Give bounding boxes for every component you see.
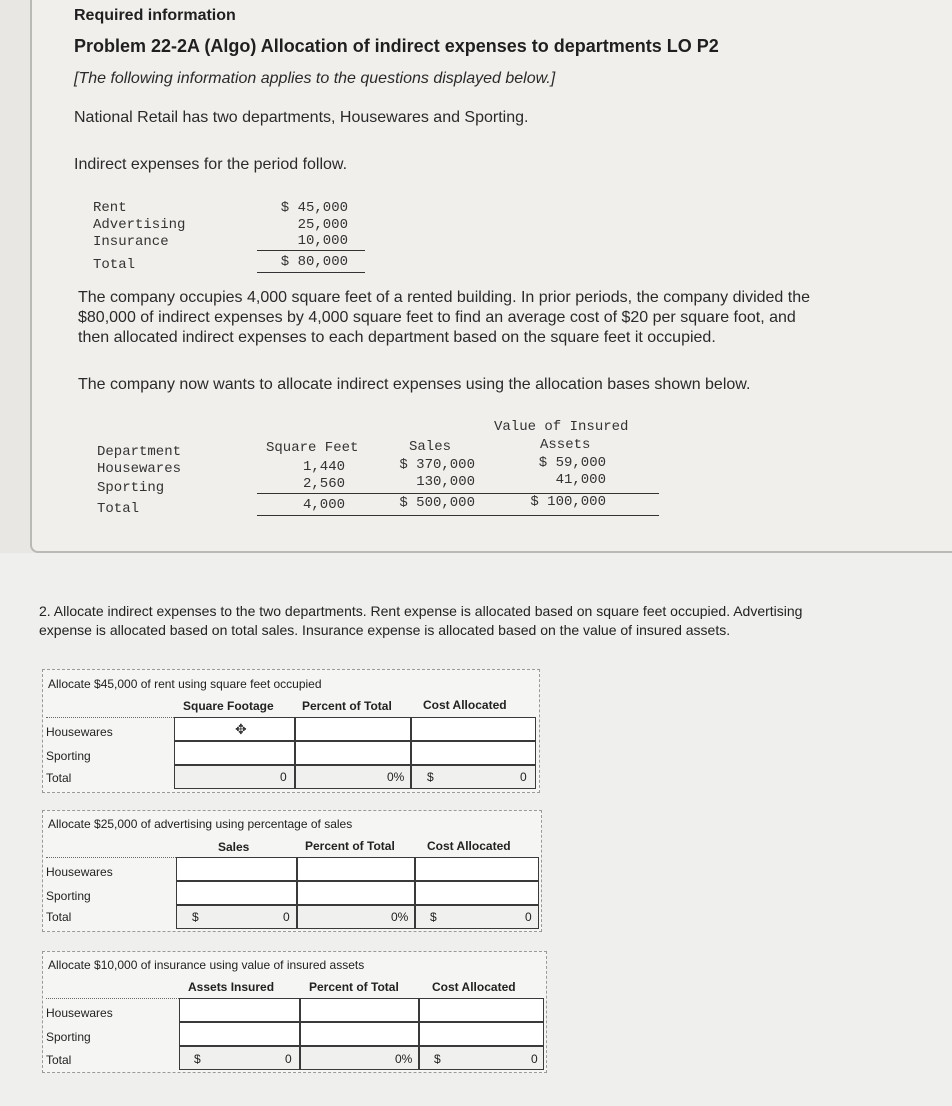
sales-input-sporting[interactable]	[176, 881, 297, 905]
cost-input-sporting[interactable]	[419, 1022, 544, 1046]
row-label-housewares: Housewares	[46, 865, 113, 879]
insurance-table-title: Allocate $10,000 of insurance using value of insured assets	[48, 958, 365, 972]
percent-input-sporting[interactable]	[300, 1022, 419, 1046]
expense-value: $ 80,000	[280, 254, 348, 270]
problem-title: Problem 22-2A (Algo) Allocation of indirect expenses to departments LO P2	[74, 36, 719, 56]
cost-input-housewares[interactable]	[419, 998, 544, 1022]
value-insured: $ 100,000	[530, 494, 606, 510]
percent-input-housewares[interactable]	[297, 857, 415, 881]
sales-value: $ 370,000	[399, 457, 475, 473]
col-header-value-2: Assets	[540, 437, 591, 453]
col-header-department: Department	[97, 444, 182, 460]
cost-input-sporting[interactable]	[415, 881, 539, 905]
col-percent-of-total: Percent of Total	[309, 980, 399, 994]
percent-input-housewares[interactable]	[300, 998, 419, 1022]
value-insured: $ 59,000	[538, 455, 606, 471]
row-dept: Housewares	[97, 461, 182, 477]
advertising-allocation-table	[42, 810, 542, 932]
cost-input-housewares[interactable]	[415, 857, 539, 881]
paragraph-line: $80,000 of indirect expenses by 4,000 square feet to find an average cost of $20 per square foot, and	[78, 309, 796, 326]
row-label-sporting: Sporting	[46, 889, 91, 903]
cost-input-housewares[interactable]	[411, 717, 536, 741]
divider	[46, 857, 176, 858]
question-line: expense is allocated based on total sales. Insurance expense is allocated based on the value of insured assets.	[39, 622, 731, 638]
subtotal-rule	[257, 250, 365, 251]
expense-value: 10,000	[297, 233, 348, 249]
col-percent-of-total: Percent of Total	[302, 699, 392, 713]
row-label-housewares: Housewares	[46, 725, 113, 739]
required-information-heading: Required information	[74, 7, 236, 24]
row-label-total: Total	[46, 910, 72, 924]
row-dept: Total	[97, 501, 140, 517]
intro-text: National Retail has two departments, Housewares and Sporting.	[74, 109, 529, 126]
value-insured: 41,000	[555, 472, 606, 488]
expense-label: Total	[93, 257, 136, 273]
dollar-sign: $	[427, 770, 434, 784]
rent-allocation-table	[42, 669, 540, 793]
cost-input-sporting[interactable]	[411, 741, 536, 765]
total-rule	[257, 272, 365, 273]
percent-input-sporting[interactable]	[295, 741, 411, 765]
sales-value: 130,000	[416, 474, 475, 490]
row-label-sporting: Sporting	[46, 749, 91, 763]
sqft-value: 4,000	[302, 497, 345, 513]
square-footage-input-housewares[interactable]	[174, 717, 295, 741]
subtotal-rule	[257, 493, 659, 494]
row-label-housewares: Housewares	[46, 1006, 113, 1020]
cost-total-value: 0	[531, 1052, 538, 1066]
sales-input-housewares[interactable]	[176, 857, 297, 881]
sqft-value: 2,560	[302, 476, 345, 492]
row-label-total: Total	[46, 1053, 72, 1067]
divider	[46, 717, 174, 718]
rent-table-title: Allocate $45,000 of rent using square feet occupied	[48, 677, 322, 691]
assets-input-sporting[interactable]	[179, 1022, 300, 1046]
col-header-value: Value of Insured	[494, 419, 629, 435]
cursor-icon: ✥	[235, 721, 247, 737]
paragraph-line: The company now wants to allocate indirect expenses using the allocation bases shown below.	[78, 376, 751, 393]
dollar-sign: $	[194, 1052, 201, 1066]
square-footage-input-sporting[interactable]	[174, 741, 295, 765]
col-sales: Sales	[218, 840, 250, 854]
col-header-sales: Sales	[409, 439, 452, 455]
percent-total-value: 0%	[387, 770, 405, 784]
percent-total-value: 0%	[395, 1052, 413, 1066]
expense-label: Rent	[93, 200, 127, 216]
cost-total-value: 0	[525, 910, 532, 924]
sales-value: $ 500,000	[399, 495, 475, 511]
paragraph-line: then allocated indirect expenses to each department based on the square feet it occupied.	[78, 329, 716, 346]
expense-value: 25,000	[297, 217, 348, 233]
col-cost-allocated: Cost Allocated	[432, 980, 516, 994]
col-square-footage: Square Footage	[183, 699, 274, 713]
col-percent-of-total: Percent of Total	[305, 839, 395, 853]
square-footage-total	[174, 765, 295, 789]
col-assets-insured: Assets Insured	[188, 980, 275, 994]
question-line: 2. Allocate indirect expenses to the two departments. Rent expense is allocated based on square feet occupied. Advertising	[39, 603, 803, 619]
paragraph-line: The company occupies 4,000 square feet of a rented building. In prior periods, the company divided the	[78, 289, 811, 306]
expense-label: Advertising	[93, 217, 186, 233]
col-cost-allocated: Cost Allocated	[427, 839, 511, 853]
col-cost-allocated: Cost Allocated	[423, 698, 507, 712]
sales-total-value: 0	[283, 910, 290, 924]
divider	[46, 998, 179, 999]
col-header-square-feet: Square Feet	[266, 440, 359, 456]
percent-input-housewares[interactable]	[295, 717, 411, 741]
expense-label: Insurance	[93, 234, 169, 250]
assets-total-value: 0	[285, 1052, 292, 1066]
total-rule	[257, 515, 659, 516]
dollar-sign: $	[430, 910, 437, 924]
square-footage-total-value: 0	[280, 770, 287, 784]
row-dept: Sporting	[97, 480, 165, 496]
assets-input-housewares[interactable]	[179, 998, 300, 1022]
row-label-total: Total	[46, 771, 72, 785]
dollar-sign: $	[192, 910, 199, 924]
indirect-intro-text: Indirect expenses for the period follow.	[74, 156, 348, 173]
sqft-value: 1,440	[302, 459, 345, 475]
expense-value: $ 45,000	[280, 200, 348, 216]
insurance-allocation-table	[42, 951, 547, 1073]
dollar-sign: $	[434, 1052, 441, 1066]
info-note: [The following information applies to the questions displayed below.]	[74, 70, 556, 87]
advertising-table-title: Allocate $25,000 of advertising using percentage of sales	[48, 817, 353, 831]
percent-total-value: 0%	[391, 910, 409, 924]
cost-total-value: 0	[520, 770, 527, 784]
row-label-sporting: Sporting	[46, 1030, 91, 1044]
percent-input-sporting[interactable]	[297, 881, 415, 905]
